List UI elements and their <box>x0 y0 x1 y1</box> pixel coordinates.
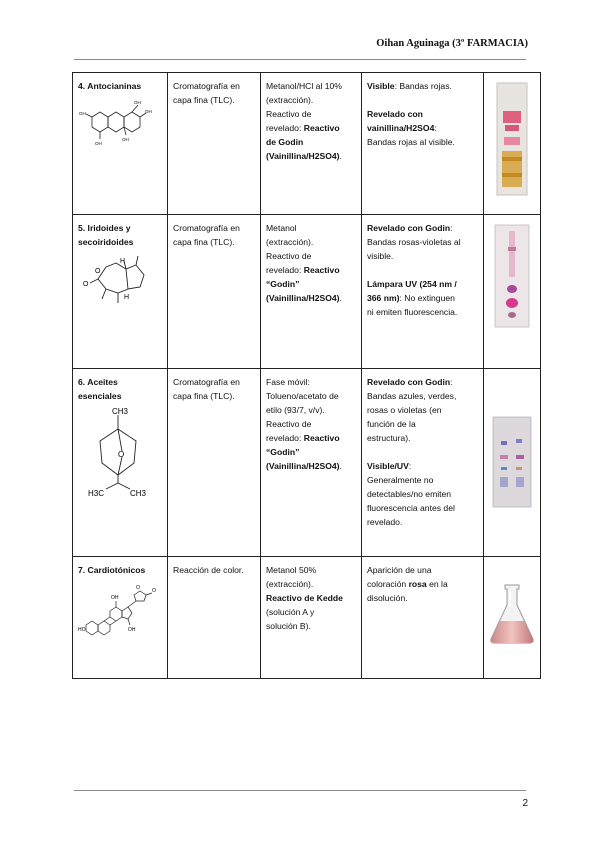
header-rule <box>74 59 526 60</box>
svg-text:HO: HO <box>78 627 86 633</box>
table-row <box>73 369 541 557</box>
tlc-methods-table <box>72 72 541 679</box>
table-row <box>73 215 541 369</box>
svg-text:O: O <box>118 450 125 459</box>
compound-cell <box>73 557 168 679</box>
tlc-plate-image <box>484 369 541 557</box>
svg-text:OH: OH <box>145 109 152 114</box>
svg-text:OH: OH <box>95 141 102 146</box>
table-row <box>73 557 541 679</box>
page-number: 2 <box>522 798 528 809</box>
svg-text:O: O <box>83 281 89 288</box>
result-cell: Revelado con Godin: Bandas azules, verdes, rosas o violetas (en función de la estructura). Visible/UV: Generalmente no detectables/no emiten fluorescencia antes del revelado. <box>362 369 484 557</box>
svg-text:O: O <box>136 585 140 591</box>
eucalyptol-structure <box>78 407 162 501</box>
method-cell: Cromatografía en capa fina (TLC). <box>168 73 261 215</box>
compound-name: 6. Aceites esenciales <box>78 377 122 401</box>
svg-text:OH: OH <box>111 595 119 601</box>
erlenmeyer-flask-icon <box>487 581 537 647</box>
compound-cell <box>73 369 168 557</box>
tlc-plate-multicolor-icon <box>492 415 532 511</box>
reagent-cell: Metanol 50% (extracción). Reactivo de Kedde (solución A y solución B). <box>261 557 362 679</box>
compound-cell <box>73 73 168 215</box>
reagent-cell: Metanol (extracción). Reactivo de revelado: Reactivo “Godin” (Vainillina/H2SO4). <box>261 215 362 369</box>
flask-image <box>484 557 541 679</box>
compound-cell <box>73 215 168 369</box>
method-cell: Cromatografía en capa fina (TLC). <box>168 369 261 557</box>
reagent-cell: Fase móvil: Tolueno/acetato de etilo (93/7, v/v). Reactivo de revelado: Reactivo “Godin” (Vainillina/H2SO4). <box>261 369 362 557</box>
reagent-cell: Metanol/HCl al 10% (extracción). Reactivo de revelado: Reactivo de Godin (Vainillina/H2SO4). <box>261 73 362 215</box>
cardiotonic-structure <box>78 581 162 647</box>
table-row <box>73 73 541 215</box>
result-cell: Aparición de una coloración rosa en la disolución. <box>362 557 484 679</box>
tlc-plate-red-icon <box>495 81 529 197</box>
tlc-plate-image <box>484 73 541 215</box>
svg-text:OH: OH <box>79 111 86 116</box>
svg-text:O: O <box>95 268 101 275</box>
page-header-author: Oihan Aguinaga (3º FARMACIA) <box>376 38 528 49</box>
svg-text:OH: OH <box>128 627 136 633</box>
compound-name: 7. Cardiotónicos <box>78 565 146 575</box>
svg-text:OH: OH <box>134 100 141 105</box>
svg-text:OH: OH <box>122 137 129 142</box>
svg-text:H: H <box>124 294 130 301</box>
result-cell: Visible: Bandas rojas. Revelado con vainillina/H2SO4: Bandas rojas al visible. <box>362 73 484 215</box>
footer-rule <box>74 790 526 791</box>
anthocyanin-structure <box>78 97 162 153</box>
svg-text:H: H <box>120 258 126 265</box>
compound-name: 5. Iridoides y secoiridoides <box>78 223 134 247</box>
svg-text:CH3: CH3 <box>130 489 147 497</box>
svg-text:CH3: CH3 <box>112 407 129 416</box>
result-cell: Revelado con Godin: Bandas rosas-violetas al visible. Lámpara UV (254 nm / 366 nm): No extinguen ni emiten fluorescencia. <box>362 215 484 369</box>
iridoid-structure <box>78 253 162 317</box>
svg-text:O: O <box>152 588 156 594</box>
method-cell: Cromatografía en capa fina (TLC). <box>168 215 261 369</box>
tlc-plate-pink-icon <box>494 223 530 329</box>
tlc-plate-image <box>484 215 541 369</box>
method-cell: Reacción de color. <box>168 557 261 679</box>
svg-text:H3C: H3C <box>88 489 105 497</box>
compound-name: 4. Antocianinas <box>78 81 142 91</box>
